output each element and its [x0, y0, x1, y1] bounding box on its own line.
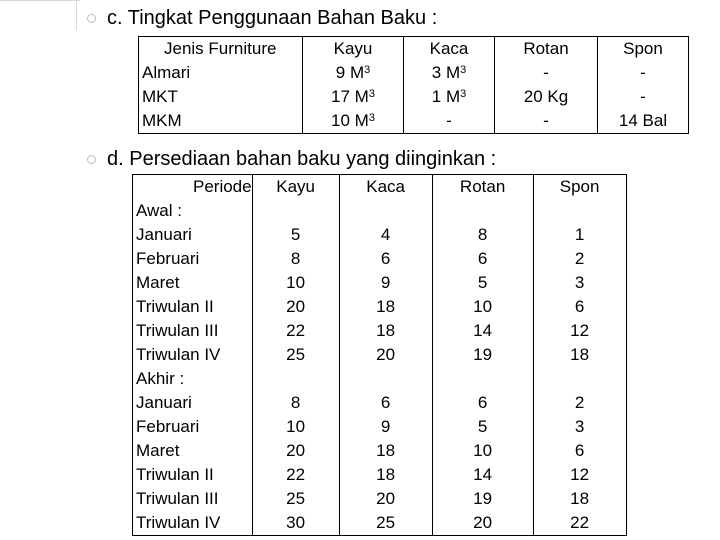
empty-cell: [433, 199, 533, 223]
col-kaca: [404, 37, 495, 134]
table-cell: 3 $M^3$: [431, 63, 467, 82]
period-label: Januari: [136, 393, 192, 412]
col-spon: [598, 37, 689, 134]
table-cell: 10: [473, 441, 493, 460]
table-inventory-body: [133, 175, 627, 536]
col-jenis-furniture: [139, 37, 303, 134]
table-cell: 18: [376, 321, 396, 340]
table-cell: 25: [286, 345, 306, 364]
empty-cell: [433, 367, 533, 391]
table-cell: -: [543, 111, 549, 130]
table-cell: 14: [473, 321, 493, 340]
period-label: Triwulan II: [136, 297, 214, 316]
table-cell: 8: [290, 393, 301, 412]
slide-frame-line-left: [76, 0, 77, 30]
period-label: Maret: [136, 441, 180, 460]
table-cell: 3: [574, 417, 585, 436]
table-cell: 5: [477, 273, 488, 292]
table-cell: 6: [574, 441, 585, 460]
table-cell: 18: [570, 489, 590, 508]
table-cell: 19: [473, 489, 493, 508]
period-label: Triwulan III: [136, 321, 219, 340]
bullet-d-icon: [87, 155, 96, 164]
heading-d: d. Persediaan bahan baku yang diinginkan :: [107, 148, 497, 170]
period-label: Triwulan II: [136, 465, 214, 484]
group-label-akhir: Akhir :: [136, 369, 185, 388]
group-label-awal: Awal :: [136, 201, 182, 220]
table-cell: 6: [380, 393, 391, 412]
table-cell: 8: [290, 249, 301, 268]
header-kayu: Kayu: [276, 177, 315, 196]
table-inventory: [132, 174, 627, 536]
table-cell: 18: [376, 297, 396, 316]
period-label: Februari: [136, 249, 200, 268]
period-label: Triwulan IV: [136, 345, 221, 364]
col-kayu: [252, 175, 339, 536]
table-cell: 9 $M^3$: [335, 63, 371, 82]
table-cell: 20: [286, 297, 306, 316]
period-label: Triwulan III: [136, 489, 219, 508]
table-cell: 6: [574, 297, 585, 316]
table-cell: 20: [376, 489, 396, 508]
row-label: MKT: [142, 87, 178, 106]
table-cell: 10: [473, 297, 493, 316]
table-usage-body: [139, 37, 689, 134]
table-cell: 2: [574, 249, 585, 268]
col-spon: [533, 175, 626, 536]
table-cell: 20: [473, 513, 493, 532]
period-label: Januari: [136, 225, 192, 244]
table-cell: -: [446, 111, 452, 130]
table-cell: 14: [473, 465, 493, 484]
table-cell: 4: [380, 225, 391, 244]
table-cell: 20: [286, 441, 306, 460]
table-cell: 6: [477, 393, 488, 412]
header-kayu: Kayu: [333, 39, 373, 58]
table-cell: 10: [286, 417, 306, 436]
empty-cell: [253, 199, 339, 223]
table-cell: 2: [574, 393, 585, 412]
table-cell: 10: [286, 273, 306, 292]
empty-cell: [534, 199, 626, 223]
table-cell: 6: [477, 249, 488, 268]
table-cell: 1 $M^3$: [431, 87, 467, 106]
table-cell: 22: [570, 513, 590, 532]
header-kaca: Kaca: [366, 177, 405, 196]
bullet-c-icon: [87, 14, 96, 23]
header-rotan: Rotan: [459, 177, 506, 196]
table-cell: 20 Kg: [523, 87, 569, 106]
col-rotan: [432, 175, 533, 536]
empty-cell: [253, 367, 339, 391]
table-cell: 22: [286, 321, 306, 340]
empty-cell: [534, 367, 626, 391]
row-label: MKM: [142, 111, 182, 130]
table-cell: 1: [574, 225, 585, 244]
header-rotan: Rotan: [523, 39, 569, 58]
empty-cell: [340, 367, 432, 391]
table-cell: 5: [477, 417, 488, 436]
col-periode: [133, 175, 253, 536]
table-cell: 8: [477, 225, 488, 244]
header-spon: Spon: [623, 39, 663, 58]
table-cell: 30: [286, 513, 306, 532]
table-cell: -: [543, 63, 549, 82]
table-cell: 17 $M^3$: [331, 87, 375, 106]
header-periode: Periode: [193, 177, 252, 196]
table-cell: 5: [290, 225, 301, 244]
empty-cell: [340, 199, 432, 223]
table-cell: 20: [376, 345, 396, 364]
table-cell: 18: [376, 441, 396, 460]
heading-c: c. Tingkat Penggunaan Bahan Baku :: [107, 7, 438, 29]
table-cell: 3: [574, 273, 585, 292]
table-cell: 18: [376, 465, 396, 484]
col-kayu: [303, 37, 404, 134]
table-cell: 22: [286, 465, 306, 484]
table-cell: 18: [570, 345, 590, 364]
table-cell: 12: [570, 465, 590, 484]
table-cell: 6: [380, 249, 391, 268]
table-cell: 12: [570, 321, 590, 340]
header-jenis-furniture: Jenis Furniture: [164, 39, 277, 58]
table-cell: 19: [473, 345, 493, 364]
period-label: Maret: [136, 273, 180, 292]
table-usage: [138, 36, 689, 134]
table-cell: 25: [286, 489, 306, 508]
period-label: Triwulan IV: [136, 513, 221, 532]
table-cell: 14 Bal: [618, 111, 668, 130]
header-spon: Spon: [559, 177, 600, 196]
table-cell: 25: [376, 513, 396, 532]
col-kaca: [339, 175, 432, 536]
table-cell: -: [640, 63, 646, 82]
table-cell: 9: [380, 273, 391, 292]
table-cell: -: [640, 87, 646, 106]
table-cell: 9: [380, 417, 391, 436]
period-label: Februari: [136, 417, 200, 436]
header-kaca: Kaca: [429, 39, 469, 58]
row-label: Almari: [142, 63, 191, 82]
col-rotan: [495, 37, 598, 134]
slide-frame-line-top: [0, 0, 80, 1]
table-cell: 10 $M^3$: [331, 111, 375, 130]
